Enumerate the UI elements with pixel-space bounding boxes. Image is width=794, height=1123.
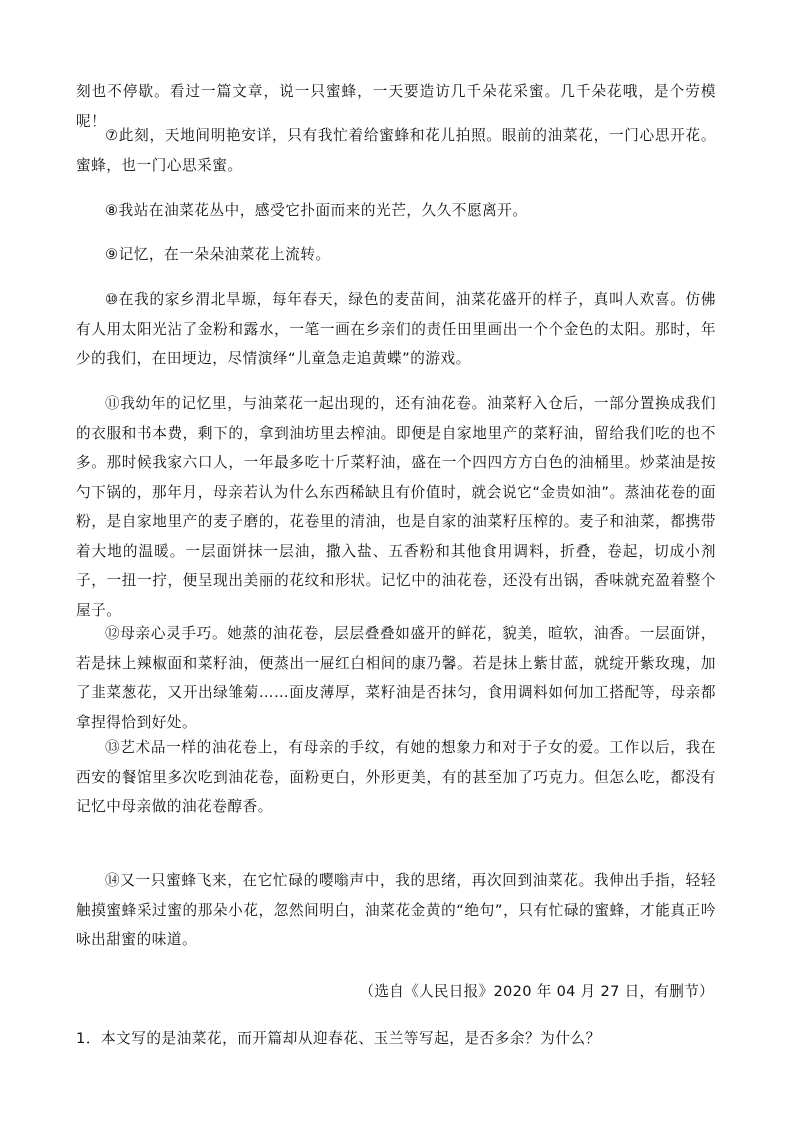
paragraph-8: ⑧我站在油菜花丛中，感受它扑面而来的光芒，久久不愿离开。 [105, 202, 528, 219]
paragraph-10: ⑩在我的家乡渭北旱塬，每年春天，绿色的麦苗间，油菜花盛开的样子，真叫人欢喜。仿佛有人用太阳光沾了金粉和露水，一笔一画在乡亲们的责任田里画出一个个金色的太阳。那时，年少的我们，在田埂边，尽情演绎“儿童急走追黄蝶”的游戏。 [76, 291, 716, 367]
paragraph-13: ⑬艺术品一样的油花卷上，有母亲的手纹，有她的想象力和对于子女的爱。工作以后，我在西安的餐馆里多次吃到油花卷，面粉更白，外形更美，有的甚至加了巧克力。但怎么吃，都没有记忆中母亲做的油花卷醇香。 [76, 739, 716, 815]
article-source: （选自《人民日报》2020 年 04 月 27 日，有删节） [359, 983, 714, 1000]
paragraph-12: ⑫母亲心灵手巧。她蒸的油花卷，层层叠叠如盛开的鲜花，貌美，暄软，油香。一层面饼，若是抹上辣椒面和菜籽油，便蒸出一屉红白相间的康乃馨。若是抹上紫甘蓝，就绽开紫玫瑰，加了韭菜葱花，又开出绿雏菊……面皮薄厚，菜籽油是否抹匀，食用调料如何加工搭配等，母亲都拿捏得恰到好处。 [76, 625, 716, 731]
question-1: 1．本文写的是油菜花，而开篇却从迎春花、玉兰等写起，是否多余？为什么？ [76, 1030, 601, 1047]
paragraph-9: ⑨记忆，在一朵朵油菜花上流转。 [105, 246, 331, 263]
paragraph-7: ⑦此刻，天地间明艳安详，只有我忙着给蜜蜂和花儿拍照。眼前的油菜花，一门心思开花。蜜蜂，也一门心思采蜜。 [76, 127, 716, 174]
paragraph-14: ⑭又一只蜜蜂飞来，在它忙碌的嘤嗡声中，我的思绪，再次回到油菜花。我伸出手指，轻轻触摸蜜蜂采过蜜的那朵小花，忽然间明白，油菜花金黄的“绝句”，只有忙碌的蜜蜂，才能真正吟咏出甜蜜的味道。 [76, 872, 716, 948]
paragraph-continued: 刻也不停歇。看过一篇文章，说一只蜜蜂，一天要造访几千朵花采蜜。几千朵花哦，是个劳模呢！ [76, 83, 716, 130]
paragraph-11: ⑪我幼年的记忆里，与油菜花一起出现的，还有油花卷。油菜籽入仓后，一部分置换成我们的衣服和书本费，剩下的，拿到油坊里去榨油。即便是自家地里产的菜籽油，留给我们吃的也不多。那时候我家六口人，一年最多吃十斤菜籽油，盛在一个四四方方白色的油桶里。炒菜油是按勺下锅的，那年月，母亲若认为什么东西稀缺且有价值时，就会说它“金贵如油”。蒸油花卷的面粉，是自家地里产的麦子磨的，花卷里的清油，也是自家的油菜籽压榨的。麦子和油菜，都携带着大地的温暖。一层面饼抹一层油，撒入盐、五香粉和其他食用调料，折叠，卷起，切成小剂子，一扭一拧，便呈现出美丽的花纹和形状。记忆中的油花卷，还没有出锅，香味就充盈着整个屋子。 [76, 395, 716, 619]
